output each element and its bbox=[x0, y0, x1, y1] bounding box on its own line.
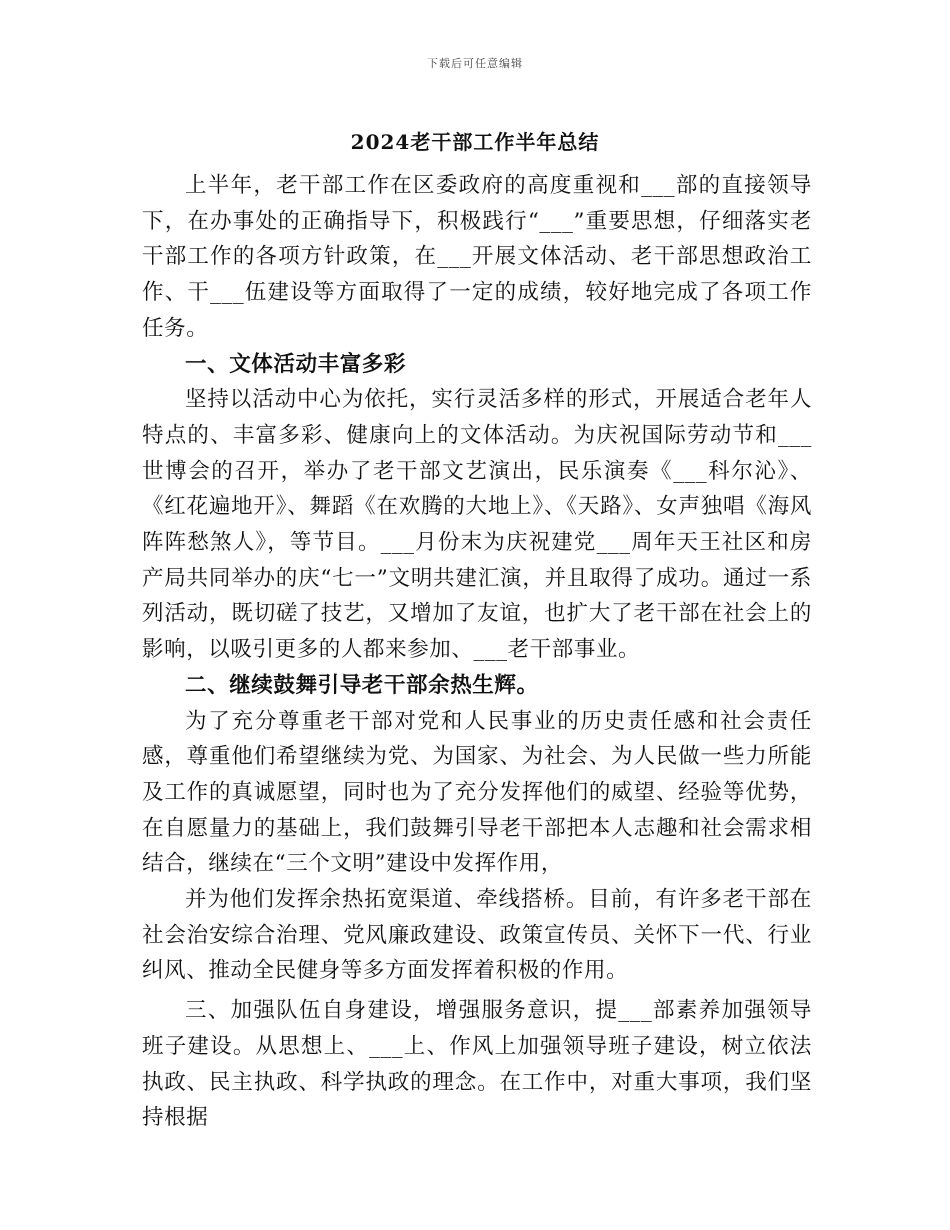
section-2-paragraph-1: 为了充分尊重老干部对党和人民事业的历史责任感和社会责任感，尊重他们希望继续为党、为国家、为社会、为人民做一些力所能及工作的真诚愿望，同时也为了充分发挥他们的威望、经验等优势，在自愿量力的基础上，我们鼓舞引导老干部把本人志趣和社会需求相结合，继续在“三个文明”建设中发挥作用， bbox=[142, 708, 812, 877]
section-3-paragraph: 三、加强队伍自身建设，增强服务意识，提___部素养加强领导班子建设。从思想上、___上、作风上加强领导班子建设，树立依法执政、民主执政、科学执政的理念。在工作中，对重大事项，我们坚持根据 bbox=[142, 998, 812, 1131]
section-1-paragraph: 坚持以活动中心为依托，实行灵活多样的形式，开展适合老年人特点的、丰富多彩、健康向上的文体活动。为庆祝国际劳动节和___世博会的召开，举办了老干部文艺演出，民乐演奏《___科尔沁》、《红花遍地开》、舞蹈《在欢腾的大地上》、《天路》、女声独唱《海风阵阵愁煞人》，等节目。___月份末为庆祝建党___周年天王社区和房产局共同举办的庆“七一”文明共建汇演，并且取得了成功。通过一系列活动，既切磋了技艺，又增加了友谊，也扩大了老干部在社会上的影响，以吸引更多的人都来参加、___老干部事业。 bbox=[142, 387, 812, 663]
intro-paragraph: 上半年，老干部工作在区委政府的高度重视和___部的直接领导下，在办事处的正确指导下，积极践行“___”重要思想，仔细落实老干部工作的各项方针政策，在___开展文体活动、老干部思想政治工作、干___伍建设等方面取得了一定的成绩，较好地完成了各项工作任务。 bbox=[142, 173, 812, 341]
header-note: 下载后可任意编辑 bbox=[427, 57, 523, 70]
section-heading-1: 一、文体活动丰富多彩 bbox=[185, 351, 407, 377]
section-heading-2: 二、继续鼓舞引导老干部余热生辉。 bbox=[185, 672, 539, 698]
section-2-paragraph-2: 并为他们发挥余热拓宽渠道、牵线搭桥。目前，有许多老干部在社会治安综合治理、党风廉政建设、政策宣传员、关怀下一代、行业纠风、推动全民健身等多方面发挥着积极的作用。 bbox=[142, 887, 812, 984]
document-body bbox=[142, 168, 812, 1136]
document-title: 2024老干部工作半年总结 bbox=[350, 130, 600, 154]
